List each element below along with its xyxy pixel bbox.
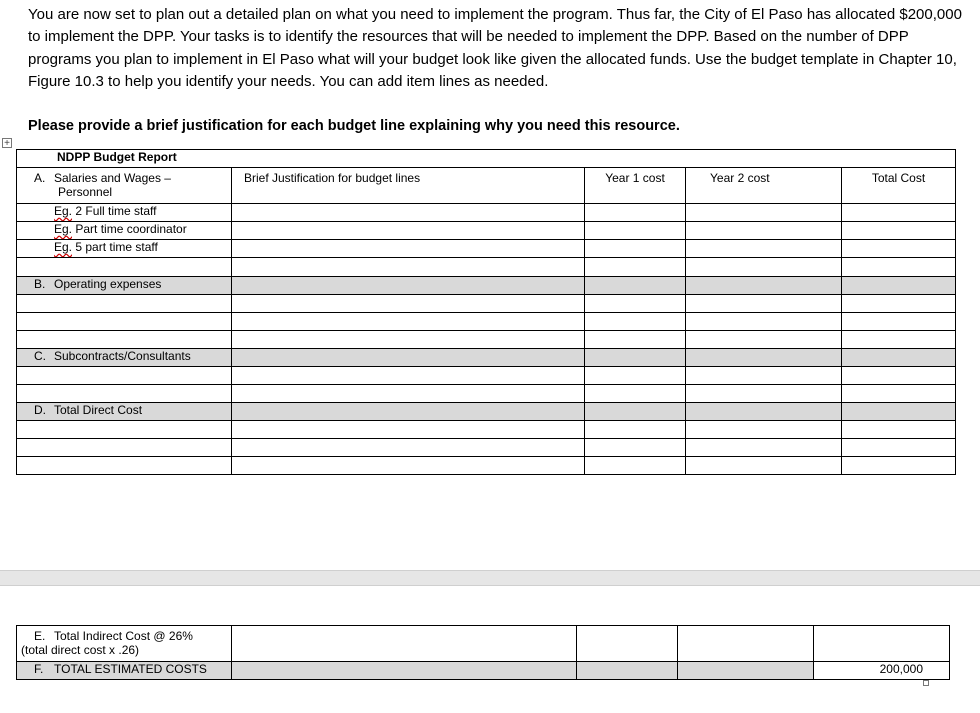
total-header[interactable]: Total Cost [842, 168, 956, 204]
section-f-label: TOTAL ESTIMATED COSTS [54, 662, 207, 676]
table-row [17, 240, 956, 258]
table-row [17, 313, 956, 331]
example-row-1[interactable] [17, 204, 232, 222]
year2-header[interactable]: Year 2 cost [686, 168, 842, 204]
budget-table-continued [16, 625, 950, 680]
example-row-3[interactable] [17, 240, 232, 258]
section-c-label: Subcontracts/Consultants [54, 349, 191, 363]
table-row [17, 331, 956, 349]
section-b-label: Operating expenses [54, 277, 162, 291]
table-title-row [17, 150, 956, 168]
section-e-label: Total Indirect Cost @ 26% [54, 629, 193, 643]
report-title: NDPP Budget Report [17, 150, 956, 168]
section-a-letter: A. [34, 171, 46, 185]
eg-prefix: Eg. [54, 222, 73, 236]
section-f-letter: F. [34, 662, 44, 676]
section-a-label-cell[interactable] [17, 168, 232, 204]
example-2-text: Part time coordinator [72, 222, 187, 236]
page-break-divider [0, 570, 980, 586]
table-row [17, 385, 956, 403]
year1-header[interactable]: Year 1 cost [585, 168, 686, 204]
section-b-row [17, 277, 956, 295]
section-d-label: Total Direct Cost [54, 403, 143, 417]
section-e-label-cont: (total direct cost x .26) [21, 643, 140, 657]
total-estimated-value[interactable]: 200,000 [814, 662, 950, 680]
table-row [17, 421, 956, 439]
eg-prefix: Eg. [54, 240, 73, 254]
section-d-letter: D. [34, 403, 46, 417]
example-row-2[interactable] [17, 222, 232, 240]
eg-prefix: Eg. [54, 204, 73, 218]
section-f-row [17, 662, 950, 680]
section-e-row [17, 626, 950, 662]
section-b-cell[interactable] [17, 277, 232, 295]
instructions-paragraph: You are now set to plan out a detailed plan on what you need to implement the program. Thus far, the City of El Paso has allocated $200,000 to implement the DPP. Your tasks is to identify the resources that will be needed to implement the DPP. Based on the number of DPP programs you plan to implement in El Paso what will your budget look like given the allocated funds. Use the budget template in Chapter 10, Figure 10.3 to help you identify your needs. You can add item lines as needed. [28, 6, 962, 90]
section-e-letter: E. [34, 629, 46, 643]
section-b-letter: B. [34, 277, 46, 291]
table-resize-handle-icon[interactable] [923, 680, 929, 686]
section-f-cell[interactable] [17, 662, 232, 680]
table-row [17, 204, 956, 222]
justification-prompt: Please provide a brief justification for each budget line explaining why you need this resource. [28, 118, 680, 134]
table-move-handle-icon[interactable]: + [2, 138, 12, 148]
section-d-cell[interactable] [17, 403, 232, 421]
section-c-row [17, 349, 956, 367]
header-row [17, 168, 956, 204]
budget-table [16, 149, 956, 475]
table-row [17, 295, 956, 313]
justification-header[interactable]: Brief Justification for budget lines [232, 168, 585, 204]
section-e-cell[interactable] [17, 626, 232, 662]
example-1-text: 2 Full time staff [72, 204, 157, 218]
section-a-label: Salaries and Wages – [54, 171, 171, 185]
table-row [17, 222, 956, 240]
table-row [17, 457, 956, 475]
example-3-text: 5 part time staff [72, 240, 158, 254]
section-c-letter: C. [34, 349, 46, 363]
table-row [17, 439, 956, 457]
section-c-cell[interactable] [17, 349, 232, 367]
section-d-row [17, 403, 956, 421]
table-row [17, 258, 956, 277]
section-a-label-cont: Personnel [58, 185, 113, 199]
table-row [17, 367, 956, 385]
